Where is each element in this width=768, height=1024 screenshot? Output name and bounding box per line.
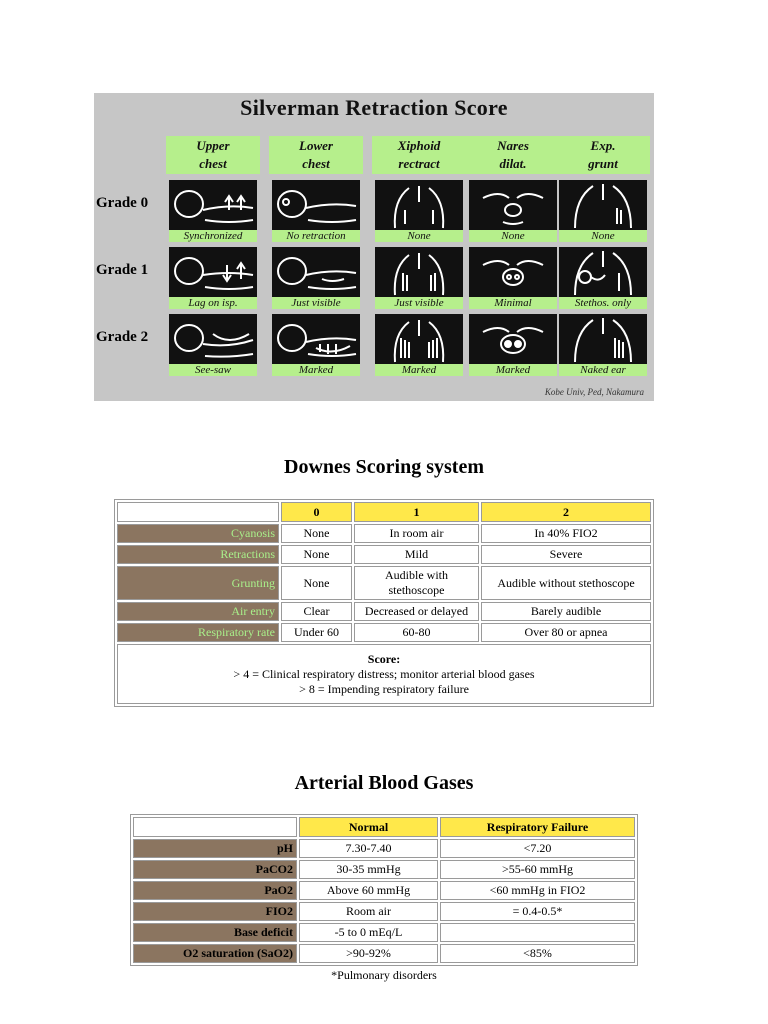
abg-title: Arterial Blood Gases <box>294 772 474 794</box>
row-label-retractions: Retractions <box>117 545 279 564</box>
table-row <box>133 902 635 921</box>
table-row <box>133 860 635 879</box>
table-cell: Under 60 <box>281 623 352 642</box>
column-header-exp-grunt: Exp. grunt <box>556 136 650 174</box>
table-cell: None <box>281 524 352 543</box>
figure-credit: Kobe Univ, Ped, Nakamura <box>544 387 644 397</box>
table-cell: <85% <box>440 944 635 963</box>
thumb-grade2-nares: Marked <box>469 314 557 376</box>
score-line-1: > 4 = Clinical respiratory distress; monitor arterial blood gases <box>233 666 535 681</box>
thumb-grade0-lower-chest: No retraction <box>272 180 360 242</box>
thumb-grade1-exp-grunt: Stethos. only <box>559 247 647 309</box>
table-cell: >90-92% <box>299 944 438 963</box>
table-cell: Severe <box>481 545 651 564</box>
table-cell: >55-60 mmHg <box>440 860 635 879</box>
table-cell: None <box>281 566 352 600</box>
header-respiratory-failure: Respiratory Failure <box>440 817 635 837</box>
header-normal: Normal <box>299 817 438 837</box>
table-cell: In room air <box>354 524 479 543</box>
thumb-grade0-upper-chest: Synchronized <box>169 180 257 242</box>
score-note <box>117 644 651 704</box>
score-row <box>117 644 651 704</box>
thumb-grade1-xiphoid: Just visible <box>375 247 463 309</box>
grade-0-label: Grade 0 <box>96 195 149 211</box>
table-cell: 7.30-7.40 <box>299 839 438 858</box>
table-cell: = 0.4-0.5* <box>440 902 635 921</box>
row-label-pao2: PaO2 <box>133 881 297 900</box>
table-cell: -5 to 0 mEq/L <box>299 923 438 942</box>
table-cell: Audible without stethoscope <box>481 566 651 600</box>
thumb-grade0-xiphoid: None <box>375 180 463 242</box>
thumb-grade1-upper-chest: Lag on isp. <box>169 247 257 309</box>
thumb-grade1-nares: Minimal <box>469 247 557 309</box>
thumb-grade1-lower-chest: Just visible <box>272 247 360 309</box>
row-label-paco2: PaCO2 <box>133 860 297 879</box>
thumb-grade2-lower-chest: Marked <box>272 314 360 376</box>
table-cell: <7.20 <box>440 839 635 858</box>
header-score-1: 1 <box>354 502 479 522</box>
table-cell: 30-35 mmHg <box>299 860 438 879</box>
table-cell: Above 60 mmHg <box>299 881 438 900</box>
table-row <box>133 923 635 942</box>
downes-table <box>114 499 654 707</box>
table-cell: Over 80 or apnea <box>481 623 651 642</box>
table-row <box>117 602 651 621</box>
table-cell <box>440 923 635 942</box>
grade-2-label: Grade 2 <box>96 329 149 345</box>
downes-title: Downes Scoring system <box>284 456 484 478</box>
table-row <box>117 545 651 564</box>
abg-table <box>130 814 638 966</box>
row-label-respiratory-rate: Respiratory rate <box>117 623 279 642</box>
score-line-2: > 8 = Impending respiratory failure <box>299 681 469 696</box>
silverman-title: Silverman Retraction Score <box>240 95 508 120</box>
header-empty <box>133 817 297 837</box>
table-cell: <60 mmHg in FIO2 <box>440 881 635 900</box>
thumb-grade0-nares: None <box>469 180 557 242</box>
row-label-ph: pH <box>133 839 297 858</box>
thumb-grade2-exp-grunt: Naked ear <box>559 314 647 376</box>
table-row <box>133 881 635 900</box>
column-header-xiphoid: Xiphoid rectract <box>372 136 466 174</box>
row-label-base-deficit: Base deficit <box>133 923 297 942</box>
column-header-nares: Nares dilat. <box>466 136 560 174</box>
row-label-o2-saturation: O2 saturation (SaO2) <box>133 944 297 963</box>
table-row <box>133 944 635 963</box>
table-cell: Barely audible <box>481 602 651 621</box>
table-cell: Mild <box>354 545 479 564</box>
table-row <box>117 623 651 642</box>
downes-header-row <box>117 502 651 522</box>
table-cell: None <box>281 545 352 564</box>
row-label-air-entry: Air entry <box>117 602 279 621</box>
header-empty <box>117 502 279 522</box>
header-score-0: 0 <box>281 502 352 522</box>
column-header-lower-chest: Lower chest <box>269 136 363 174</box>
thumb-grade2-upper-chest: See-saw <box>169 314 257 376</box>
abg-header-row <box>133 817 635 837</box>
column-header-upper-chest: Upper chest <box>166 136 260 174</box>
header-score-2: 2 <box>481 502 651 522</box>
table-cell: 60-80 <box>354 623 479 642</box>
score-label: Score: <box>367 651 401 666</box>
table-cell: Decreased or delayed <box>354 602 479 621</box>
table-cell: Room air <box>299 902 438 921</box>
table-cell: Clear <box>281 602 352 621</box>
thumb-grade2-xiphoid: Marked <box>375 314 463 376</box>
row-label-cyanosis: Cyanosis <box>117 524 279 543</box>
row-label-fio2: FIO2 <box>133 902 297 921</box>
table-row <box>133 839 635 858</box>
grade-1-label: Grade 1 <box>96 262 149 278</box>
silverman-figure <box>94 93 654 401</box>
table-row <box>117 524 651 543</box>
thumb-grade0-exp-grunt: None <box>559 180 647 242</box>
row-label-grunting: Grunting <box>117 566 279 600</box>
table-cell: Audible with stethoscope <box>354 566 479 600</box>
abg-footnote: *Pulmonary disorders <box>331 968 437 982</box>
table-row <box>117 566 651 600</box>
table-cell: In 40% FIO2 <box>481 524 651 543</box>
